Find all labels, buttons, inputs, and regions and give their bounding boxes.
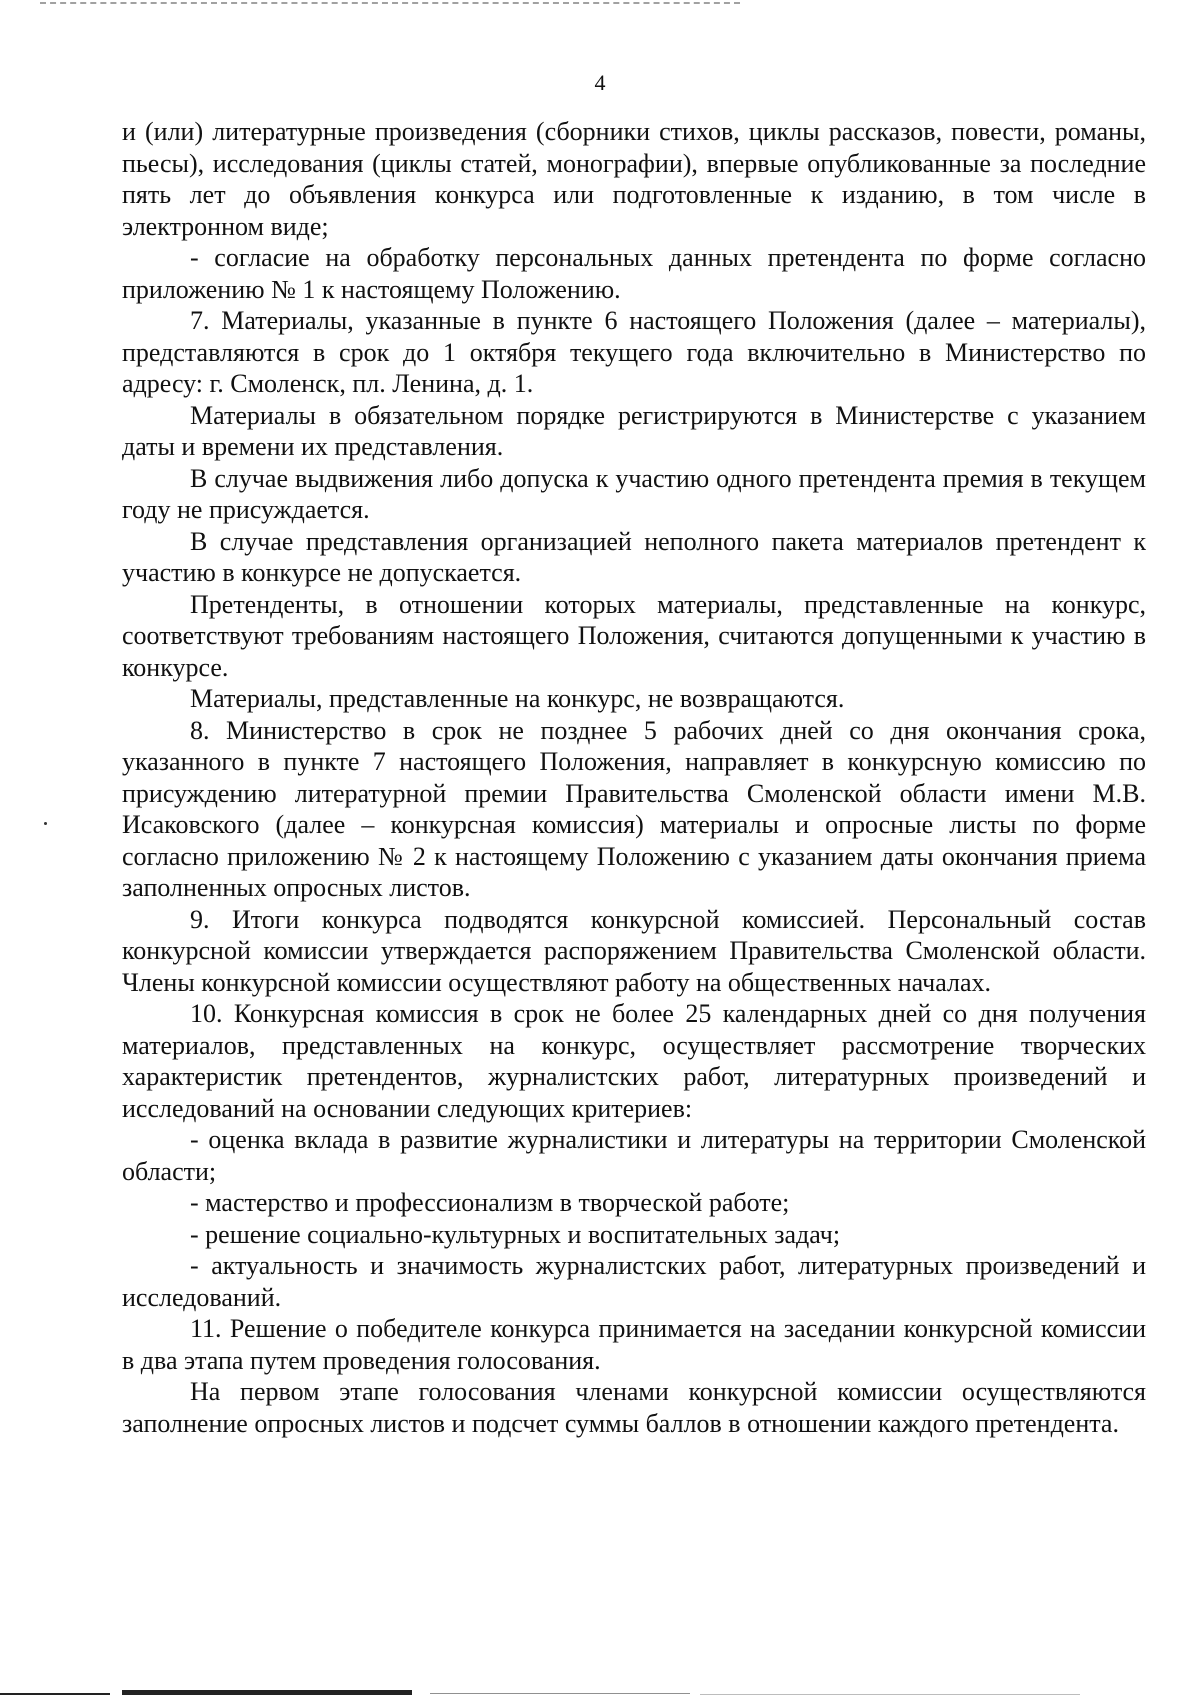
list-item: - актуальность и значимость журналистских работ, литературных произведений и исследований. [122, 1251, 1146, 1312]
paragraph: Материалы в обязательном порядке регистрируются в Министерстве с указанием даты и времени их представления. [122, 400, 1146, 461]
paragraph: На первом этапе голосования членами конкурсной комиссии осуществляются заполнение опросных листов и подсчет суммы баллов в отношении каждого претендента. [122, 1377, 1146, 1438]
paragraph: В случае представления организацией неполного пакета материалов претендент к участию в конкурсе не допускается. [122, 526, 1146, 587]
page-number: 4 [594, 70, 606, 95]
paragraph: 7. Материалы, указанные в пункте 6 настоящего Положения (далее – материалы), представляются в срок до 1 октября текущего года включительно в Министерство по адресу: г. Смоленск, пл. Ленина, д. 1. [122, 306, 1146, 398]
document-body [122, 116, 1146, 1439]
paragraph: 9. Итоги конкурса подводятся конкурсной комиссией. Персональный состав конкурсной комиссии утверждается распоряжением Правительства Смоленской области. Члены конкурсной комиссии осуществляют работу на общественных началах. [122, 904, 1146, 997]
list-item: - оценка вклада в развитие журналистики и литературы на территории Смоленской области; [122, 1125, 1146, 1186]
paragraph: Материалы, представленные на конкурс, не возвращаются. [190, 684, 845, 713]
paragraph: В случае выдвижения либо допуска к участию одного претендента премия в текущем году не присуждается. [122, 463, 1146, 524]
paragraph: - согласие на обработку персональных данных претендента по форме согласно приложению № 1 к настоящему Положению. [122, 243, 1146, 304]
paragraph: 8. Министерство в срок не позднее 5 рабочих дней со дня окончания срока, указанного в пункте 7 настоящего Положения, направляет в конкурсную комиссию по присуждению литературной премии Правительства Смоленской области имени М.В. Исаковского (далее – конкурсная комиссия) материалы и опросные листы по форме согласно приложению № 2 к настоящему Положению с указанием даты окончания приема заполненных опросных листов. [122, 715, 1146, 902]
list-item: - решение социально-культурных и воспитательных задач; [190, 1219, 841, 1249]
scan-artifact-top [40, 2, 740, 8]
scan-artifact-bottom [0, 1688, 1200, 1698]
paragraph: и (или) литературные произведения (сборники стихов, циклы рассказов, повести, романы, пьесы), исследования (циклы статей, монографии), впервые опубликованные за последние пять лет до объявления конкурса или подготовленные к изданию, в том числе в электронном виде; [122, 117, 1146, 241]
scan-speck [44, 822, 47, 825]
list-item: - мастерство и профессионализм в творческой работе; [190, 1188, 790, 1217]
paragraph: 10. Конкурсная комиссия в срок не более 25 календарных дней со дня получения материалов, представленных на конкурс, осуществляет рассмотрение творческих характеристик претендентов, журналистских работ, литературных произведений и исследований на основании следующих критериев: [122, 999, 1146, 1123]
paragraph: Претенденты, в отношении которых материалы, представленные на конкурс, соответствуют требованиям настоящего Положения, считаются допущенными к участию в конкурсе. [122, 589, 1146, 682]
paragraph: 11. Решение о победителе конкурса принимается на заседании конкурсной комиссии в два этапа путем проведения голосования. [122, 1314, 1146, 1375]
